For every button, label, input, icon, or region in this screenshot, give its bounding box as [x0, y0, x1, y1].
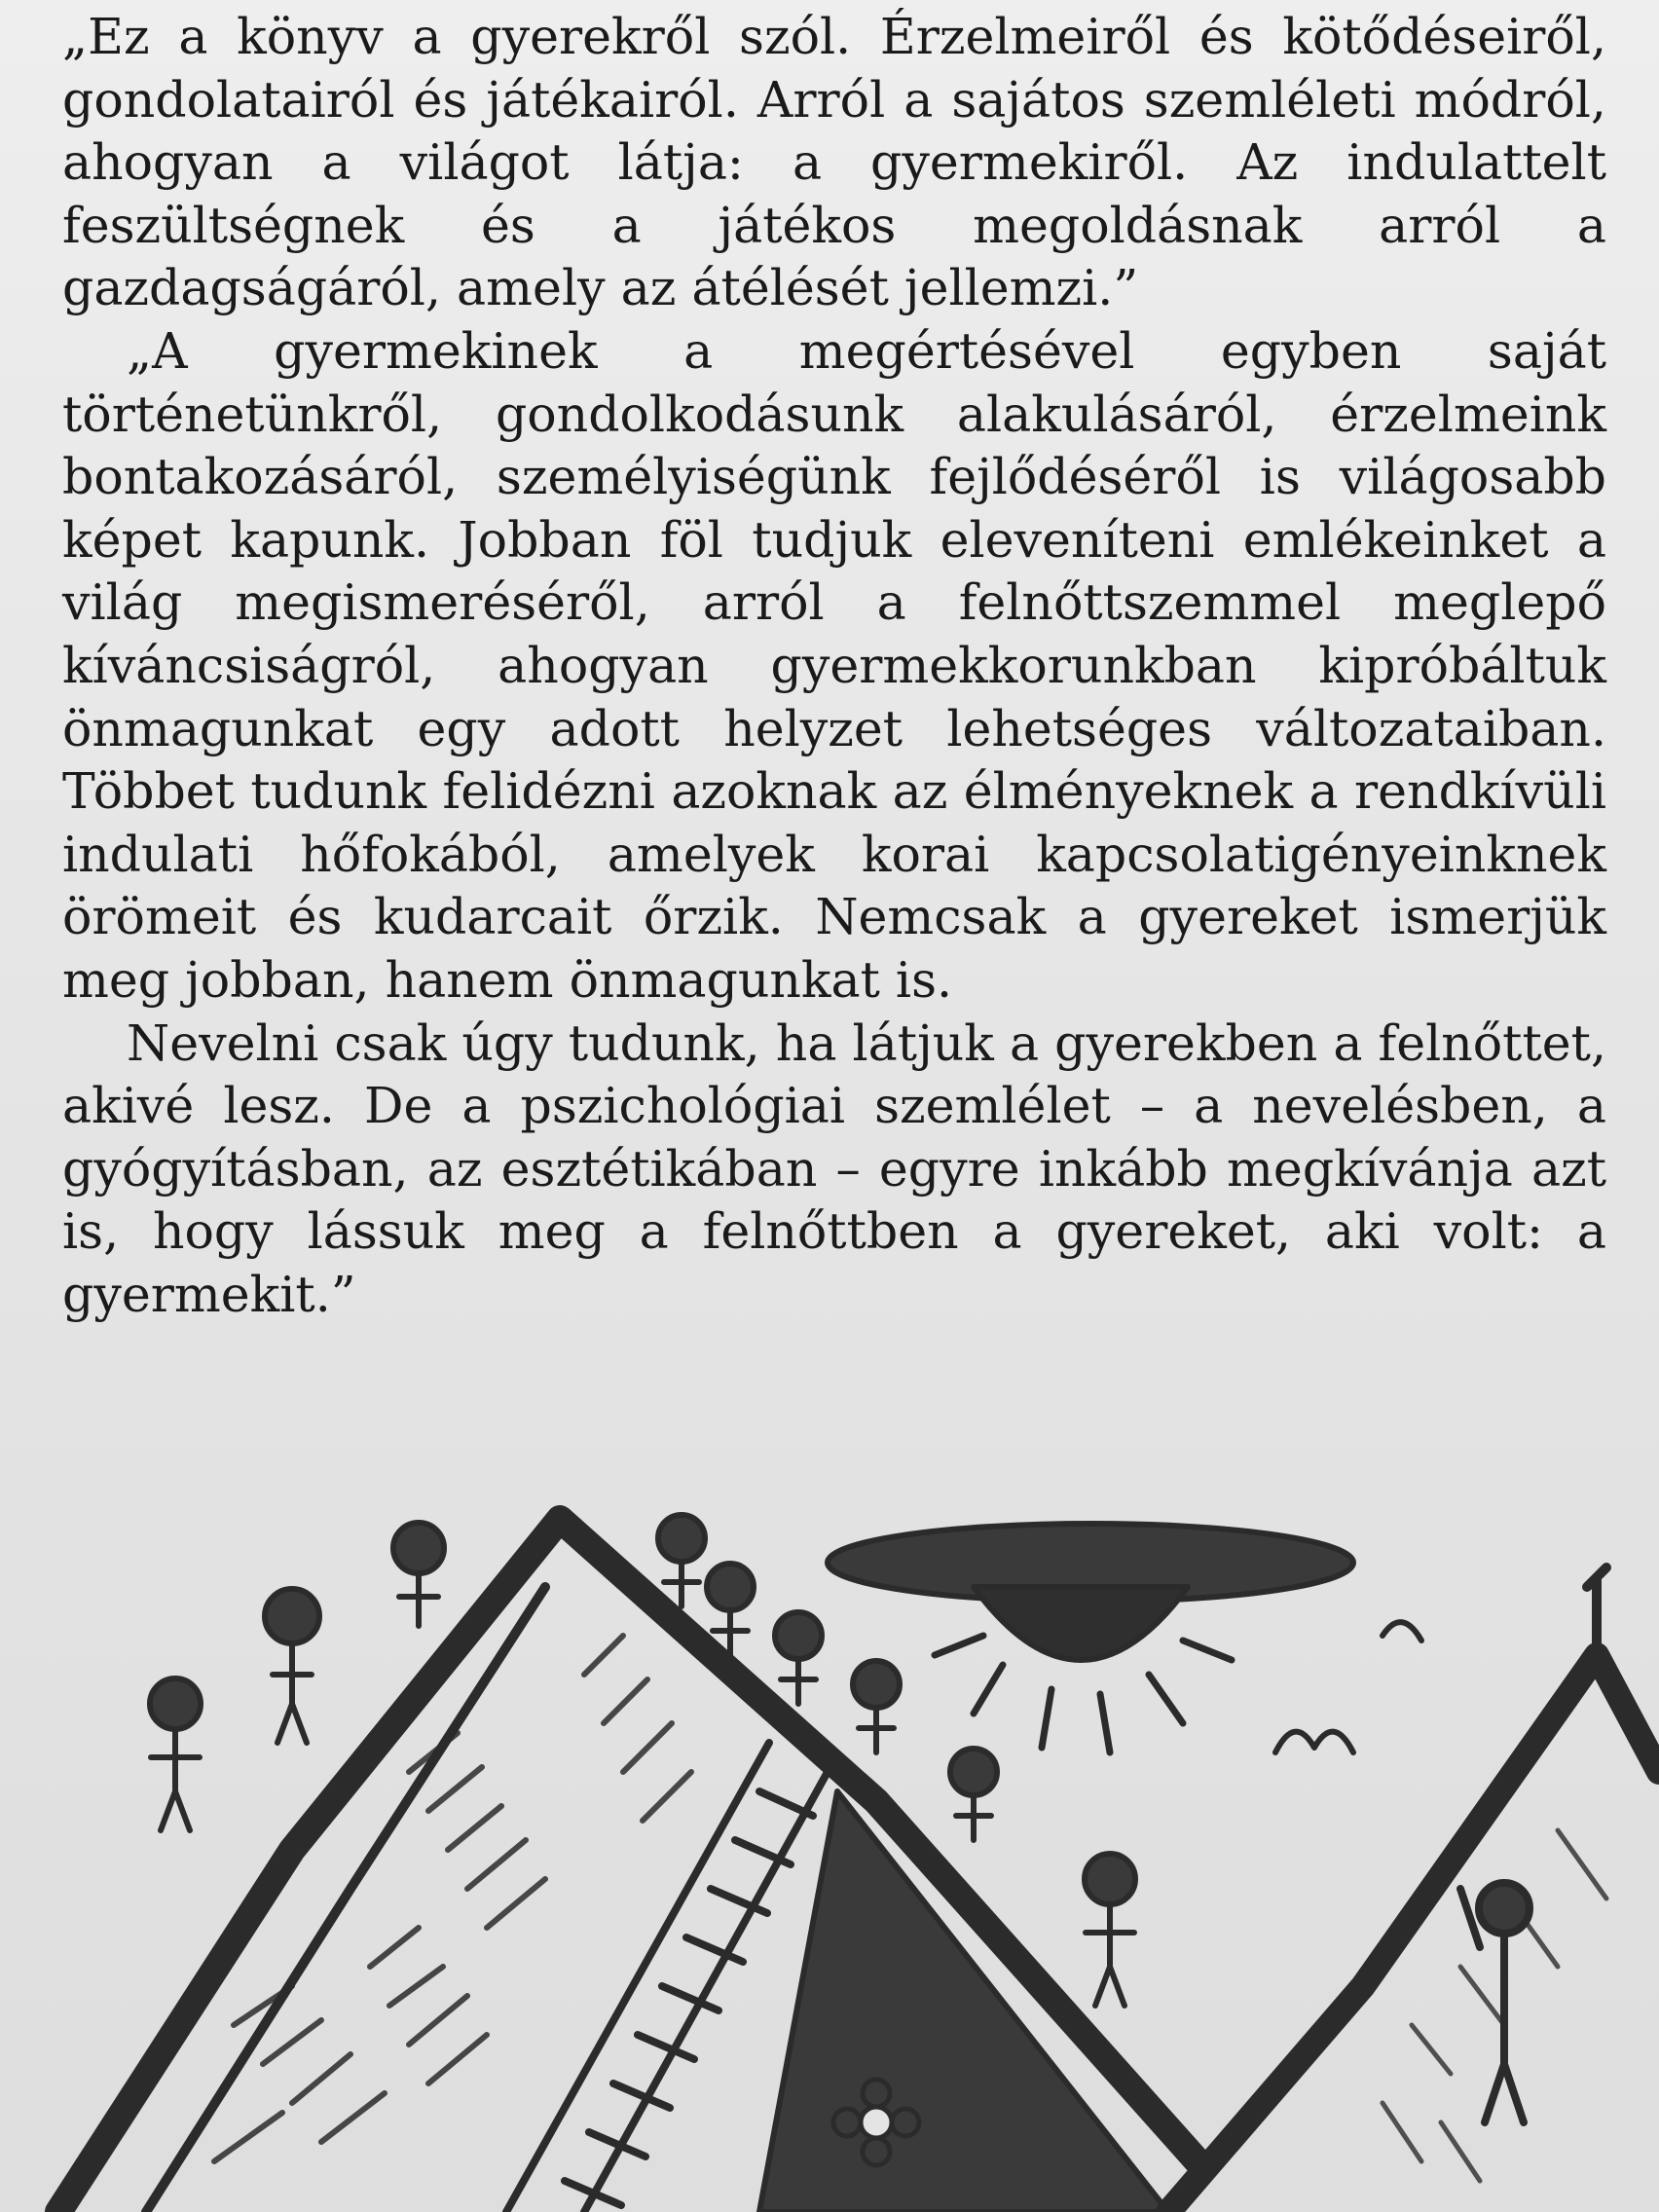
- right-figure: [1460, 1883, 1530, 2122]
- child-drawing-illustration: [0, 1480, 1659, 2212]
- right-roof-outline: [1168, 1655, 1659, 2212]
- bird-1: [1275, 1732, 1353, 1752]
- chimney: [1587, 1567, 1606, 1655]
- paragraph-3: Nevelni csak úgy tudunk, ha látjuk a gyerekben a felnőttet, akivé lesz. De a pszichológiai szemlélet – a nevelésben, a gyógyításban, az esztétikában – egyre inkább megkívánja azt is, hogy lássuk meg a felnőttben a gyereket, aki volt: a gyermekit.”: [62, 1014, 1606, 1323]
- sun-body: [974, 1587, 1188, 1660]
- quote-text-block: [62, 6, 1606, 1326]
- left-roof-inner: [146, 1587, 545, 2212]
- bird-2: [1382, 1622, 1421, 1641]
- paragraph-1: „Ez a könyv a gyerekről szól. Érzelmeiről és kötődéseiről, gondolatairól és játékairól. Arról a sajátos szemléleti módról, ahogyan a világot látja: a gyermekiről. Az indulattelt feszültségnek és a játékos megoldásnak arról a gazdagságáról, amely az átélését jellemzi.”: [62, 8, 1606, 317]
- paragraph-2: „A gyermekinek a megértésével egyben saját történetünkről, gondolkodásunk alakulásáról, érzelmeink bontakozásáról, személyiségünk fejlődéséről is világosabb képet kapunk. Jobban föl tudjuk eleveníteni emlékeinket a világ megismeréséről, arról a felnőttszemmel meglepő kíváncsiságról, ahogyan gyermekkorunkban kipróbáltuk önmagunkat egy adott helyzet lehetséges változataiban. Többet tudunk felidézni azoknak az élményeknek a rendkívüli indulati hőfokából, amelyek korai kapcsolatigényeinknek örömeit és kudarcait őrzik. Nemcsak a gyereket ismerjük meg jobban, hanem önmagunkat is.: [62, 321, 1606, 1009]
